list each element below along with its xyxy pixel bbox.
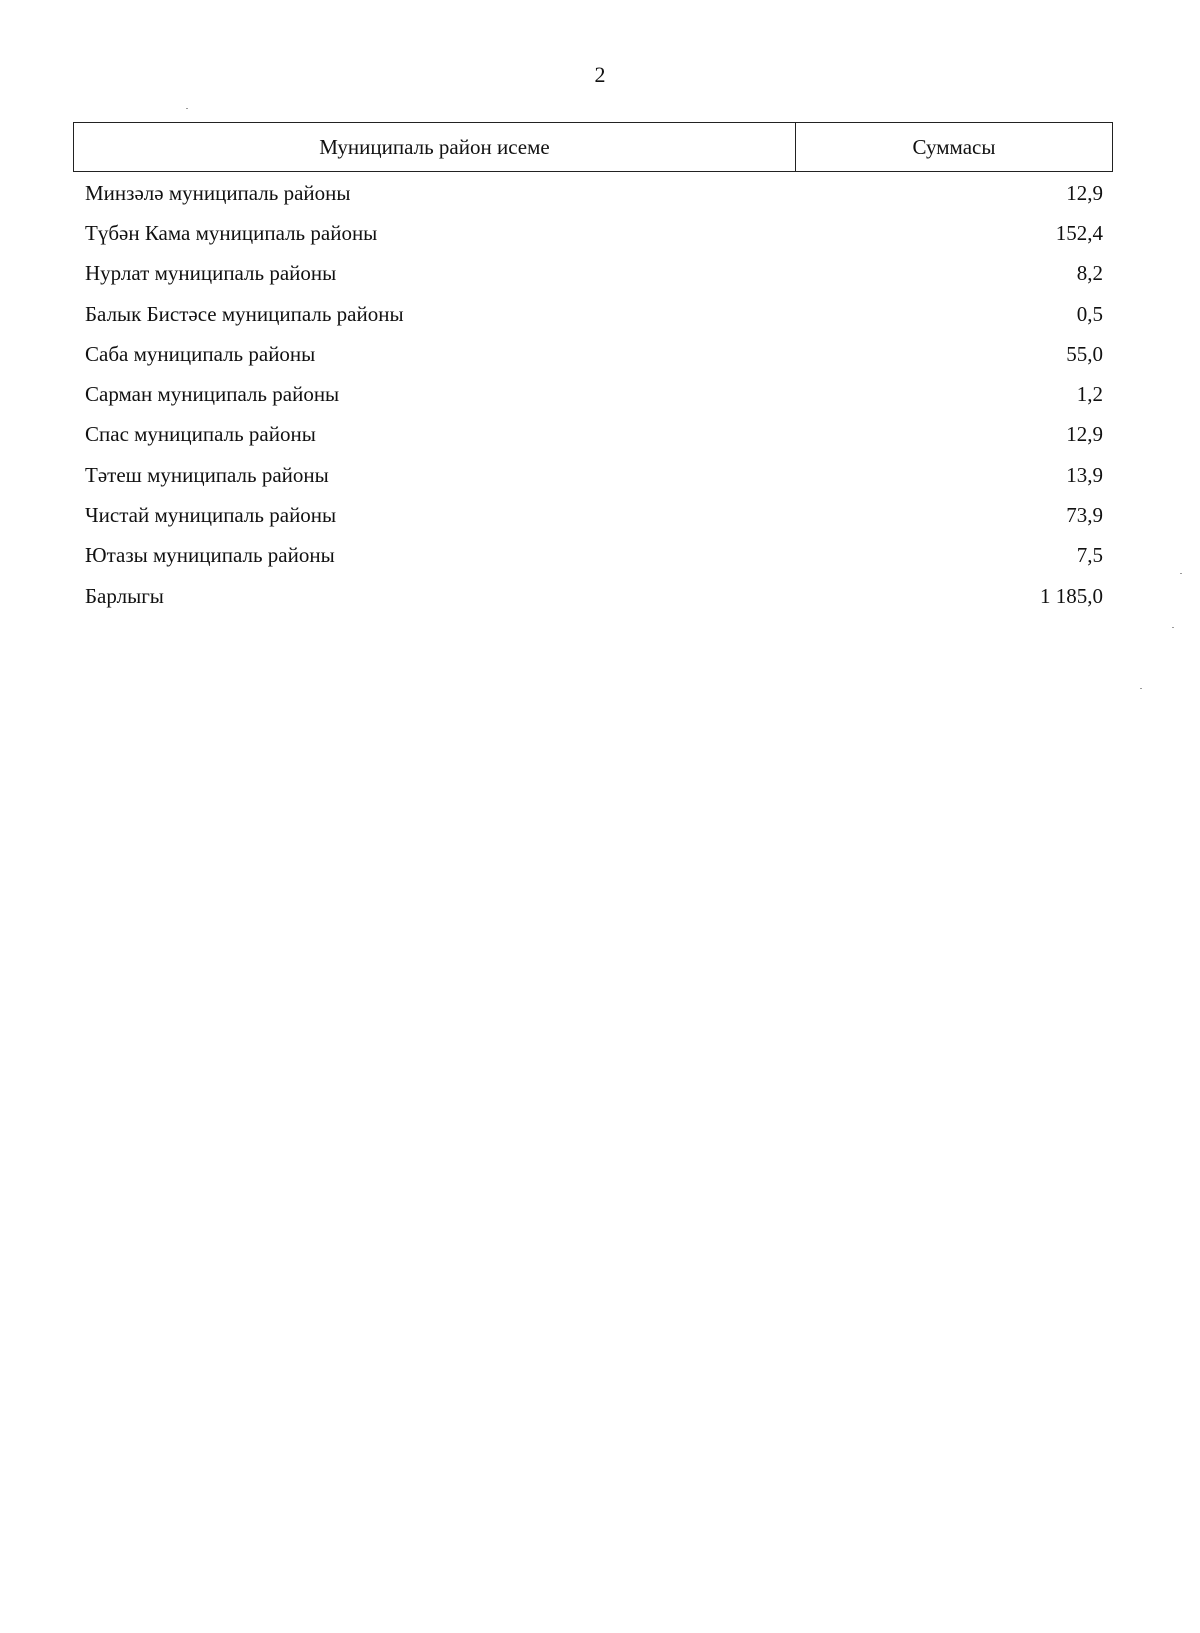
district-sum: 12,9 [1066, 180, 1103, 205]
scan-speck [186, 108, 188, 109]
table-row [85, 254, 1103, 294]
table-row [85, 173, 1103, 213]
table-row [85, 536, 1103, 576]
table-row [85, 213, 1103, 253]
table-row [85, 495, 1103, 535]
district-sum: 7,5 [1076, 543, 1103, 568]
district-name: Чистай муниципаль районы [85, 503, 337, 528]
district-name: Түбән Кама муниципаль районы [85, 220, 378, 245]
table-row [85, 374, 1103, 414]
district-sum: 1,2 [1076, 382, 1103, 407]
table-row [85, 415, 1103, 455]
district-name: Тәтеш муниципаль районы [85, 462, 329, 487]
column-header-sum: Суммасы [912, 134, 996, 159]
district-sum: 13,9 [1066, 462, 1103, 487]
district-sum: 152,4 [1055, 220, 1103, 245]
scan-speck [1180, 573, 1182, 574]
page-number: 2 [594, 62, 606, 87]
district-sum: 0,5 [1076, 301, 1103, 326]
district-name: Сарман муниципаль районы [85, 382, 340, 407]
total-row [85, 576, 1103, 616]
district-name: Саба муниципаль районы [85, 341, 316, 366]
total-sum: 1 185,0 [1040, 583, 1103, 608]
column-header-district-name: Муниципаль район исеме [74, 123, 796, 171]
district-name: Спас муниципаль районы [85, 422, 316, 447]
district-sum: 73,9 [1066, 503, 1103, 528]
district-name: Нурлат муниципаль районы [85, 261, 337, 286]
district-name: Минзәлә муниципаль районы [85, 180, 351, 205]
table-body [85, 173, 1103, 616]
district-sum: 8,2 [1076, 261, 1103, 286]
district-sum: 12,9 [1066, 422, 1103, 447]
table-header [73, 122, 1113, 172]
district-name: Балык Бистәсе муниципаль районы [85, 301, 404, 326]
total-label: Барлыгы [85, 583, 164, 608]
table-row [85, 334, 1103, 374]
district-name: Ютазы муниципаль районы [85, 543, 335, 568]
scan-speck [1172, 627, 1174, 628]
table-row [85, 455, 1103, 495]
district-sum: 55,0 [1066, 341, 1103, 366]
table-row [85, 294, 1103, 334]
scan-speck [1140, 688, 1142, 689]
